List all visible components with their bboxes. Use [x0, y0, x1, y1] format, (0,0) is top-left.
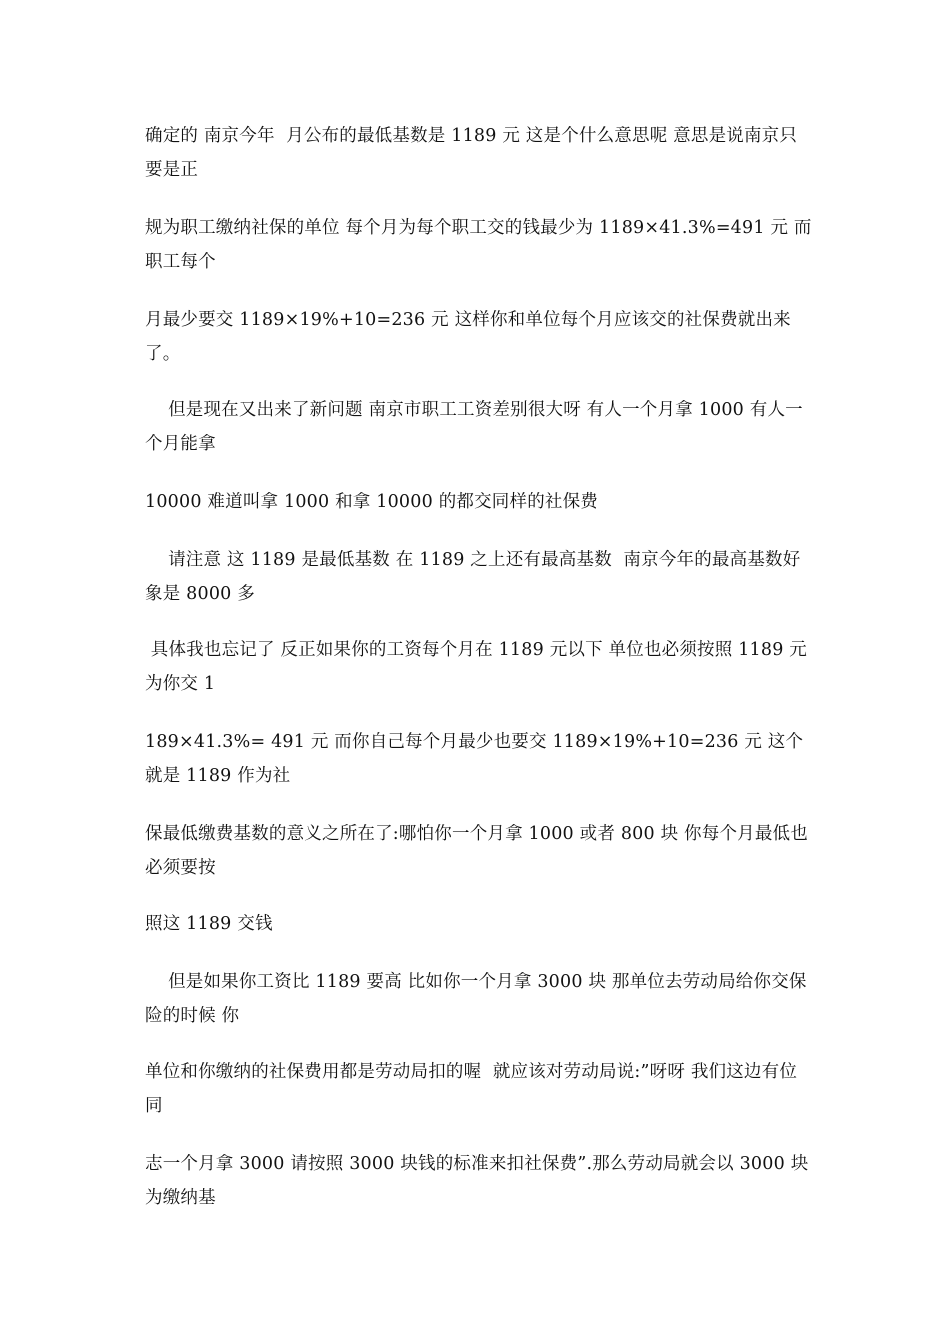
paragraph-13: 志一个月拿 3000 请按照 3000 块钱的标准来扣社保费”.那么劳动局就会以 3000 块为缴纳基	[145, 1154, 809, 1208]
paragraph-11: 但是如果你工资比 1189 要高 比如你一个月拿 3000 块 那单位去劳动局给你交保险的时候 你	[145, 972, 807, 1026]
paragraph-2: 规为职工缴纳社保的单位 每个月为每个职工交的钱最少为 1189×41.3%=491 元 而职工每个	[145, 218, 812, 272]
paragraph-3: 月最少要交 1189×19%+10=236 元 这样你和单位每个月应该交的社保费就出来了。	[145, 310, 791, 364]
paragraph-7: 具体我也忘记了 反正如果你的工资每个月在 1189 元以下 单位也必须按照 1189 元为你交 1	[145, 640, 808, 694]
paragraph-8: 189×41.3%= 491 元 而你自己每个月最少也要交 1189×19%+10=236 元 这个就是 1189 作为社	[145, 732, 804, 786]
paragraph-6: 请注意 这 1189 是最低基数 在 1189 之上还有最高基数 南京今年的最高基数好象是 8000 多	[145, 550, 801, 604]
paragraph-9: 保最低缴费基数的意义之所在了:哪怕你一个月拿 1000 或者 800 块 你每个月最低也必须要按	[145, 824, 808, 878]
paragraph-5: 10000 难道叫拿 1000 和拿 10000 的都交同样的社保费	[145, 492, 598, 512]
paragraph-12: 单位和你缴纳的社保费用都是劳动局扣的喔 就应该对劳动局说:”呀呀 我们这边有位同	[145, 1062, 798, 1116]
paragraph-4: 但是现在又出来了新问题 南京市职工工资差别很大呀 有人一个月拿 1000 有人一个月能拿	[145, 400, 803, 454]
paragraph-1: 确定的 南京今年 月公布的最低基数是 1189 元 这是个什么意思呢 意思是说南京只要是正	[145, 126, 798, 180]
paragraph-10: 照这 1189 交钱	[145, 914, 273, 934]
